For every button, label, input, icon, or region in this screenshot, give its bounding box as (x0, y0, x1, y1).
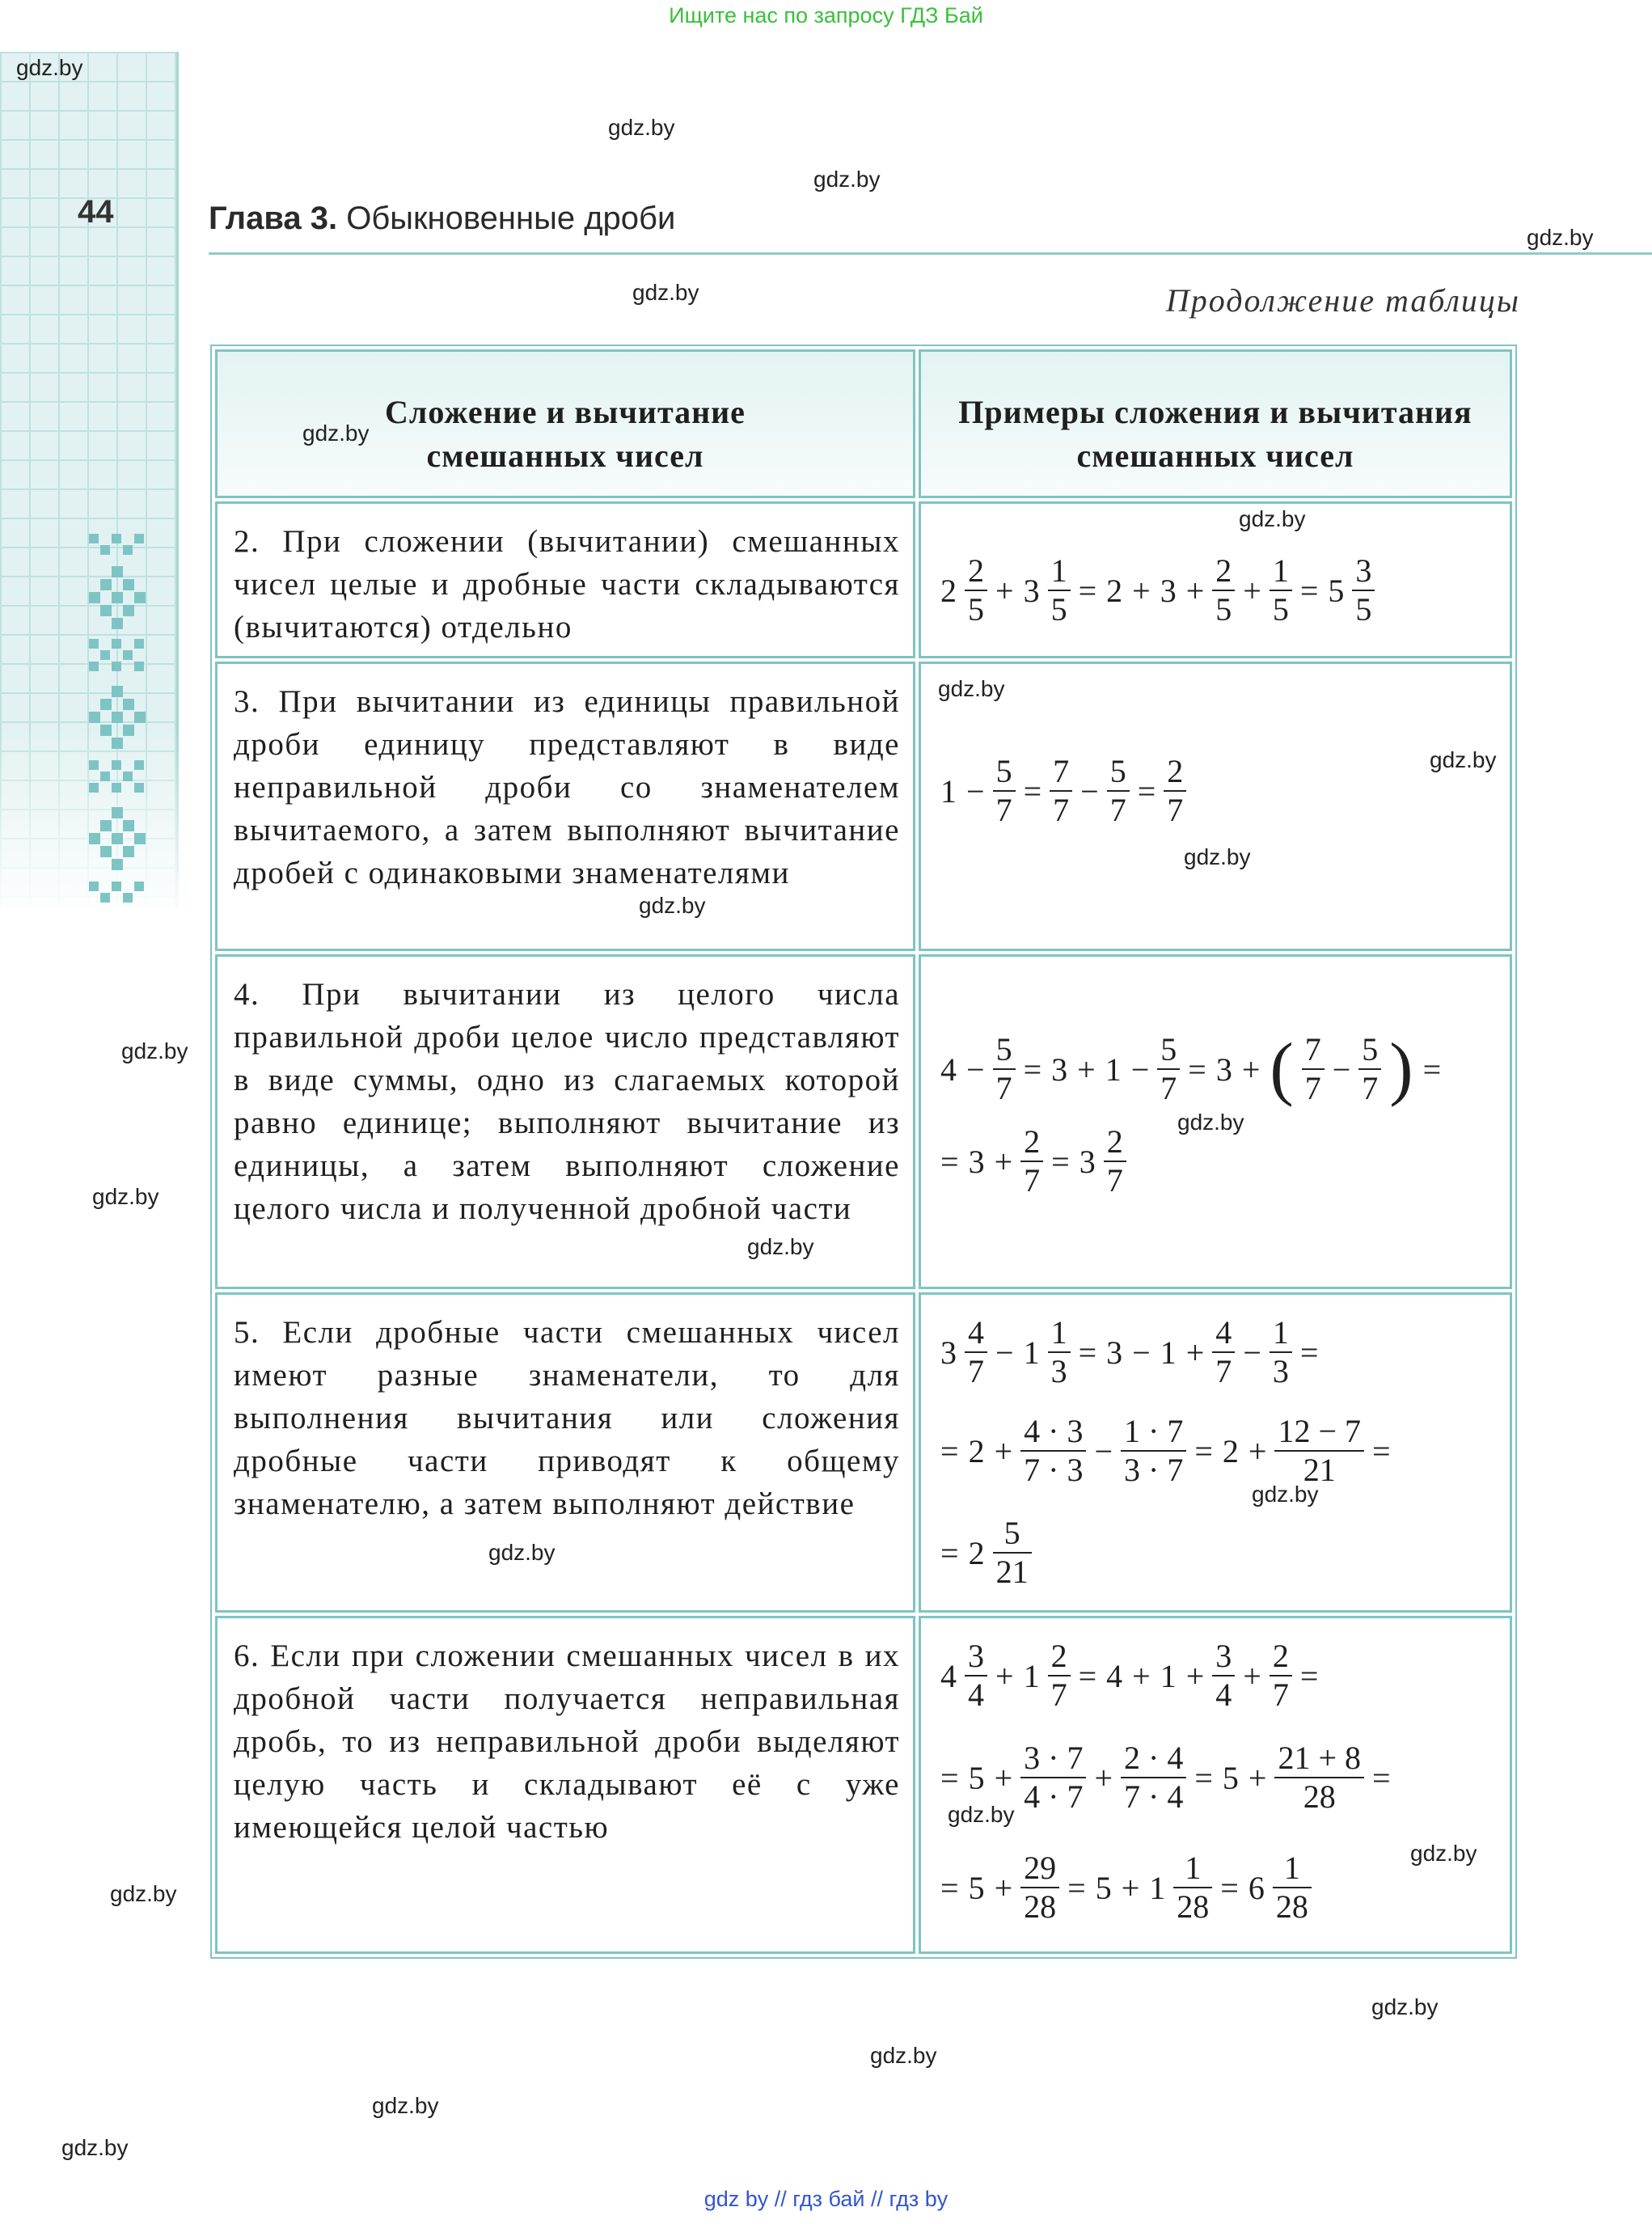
math-token: = (1051, 1143, 1070, 1180)
fraction-numerator: 2 (1215, 552, 1232, 589)
fraction-numerator: 5 (1003, 1515, 1020, 1551)
fraction-numerator: 7 (1304, 1031, 1321, 1068)
fraction-numerator: 2 (1024, 1123, 1041, 1160)
table-continuation-label: Продолжение таблицы (1165, 282, 1520, 319)
chapter-title: Обыкновенные дроби (346, 201, 676, 236)
fraction (965, 552, 987, 628)
watermark: gdz.by (1430, 747, 1497, 772)
fraction (1274, 1740, 1364, 1816)
fraction (1048, 1638, 1071, 1714)
math-token: 2 (1106, 572, 1123, 609)
math-token: 1 (1023, 1657, 1040, 1694)
example-formula-1 (940, 552, 1378, 628)
chapter-divider (209, 252, 1652, 255)
math-token: = (1194, 1759, 1213, 1796)
math-token: + (994, 1432, 1013, 1469)
watermark: gdz.by (1252, 1482, 1319, 1507)
math-token: − (1332, 1051, 1351, 1088)
watermark: gdz.by (16, 55, 83, 80)
fraction-numerator: 1 · 7 (1124, 1413, 1184, 1449)
math-token: 6 (1248, 1869, 1265, 1906)
fraction-numerator: 5 (995, 1031, 1012, 1068)
fraction-denominator: 7 (1272, 1676, 1289, 1713)
fraction (993, 753, 1016, 829)
watermark: gdz.by (1177, 1110, 1244, 1135)
fraction-numerator: 1 (1272, 1314, 1289, 1351)
math-token: 4 (940, 1051, 957, 1088)
fraction (1270, 1638, 1292, 1714)
math-token: 1 (1160, 1657, 1177, 1694)
math-token: 3 (968, 1143, 985, 1180)
math-token: 4 (940, 1657, 957, 1694)
chapter-heading (209, 201, 675, 237)
watermark: gdz.by (1371, 1994, 1439, 2019)
example-formula-5a (940, 1638, 1323, 1714)
fraction-numerator: 2 (1272, 1638, 1289, 1674)
watermark: gdz.by (1410, 1841, 1477, 1866)
math-token: + (1185, 572, 1205, 609)
top-note: Ищите нас по запросу ГДЗ Бай (669, 3, 983, 27)
fraction-numerator: 21 + 8 (1278, 1740, 1362, 1776)
math-token: = (1220, 1869, 1239, 1906)
table-header-examples (919, 349, 1512, 498)
example-formula-4a (940, 1314, 1323, 1390)
math-token: = (1067, 1869, 1086, 1906)
math-token: 3 (1023, 572, 1040, 609)
math-token: = (1372, 1759, 1391, 1796)
fraction (1121, 1740, 1186, 1816)
math-token: 1 (1160, 1334, 1177, 1371)
fraction (1358, 1031, 1381, 1107)
fraction-numerator: 5 (1109, 753, 1126, 789)
fraction (1273, 1850, 1312, 1926)
fraction (1270, 552, 1292, 628)
math-token: + (995, 572, 1014, 609)
fraction-numerator: 2 (1106, 1123, 1123, 1160)
math-parenthesis: ) (1389, 1030, 1413, 1108)
fraction-denominator: 28 (1275, 1888, 1308, 1925)
fraction-denominator: 3 (1050, 1353, 1067, 1389)
math-token: + (994, 1869, 1013, 1906)
fraction-denominator: 7 (995, 792, 1012, 828)
example-cell (919, 501, 1512, 658)
rule-text: 4. При вычитании из целого числа правильной дроби целое число представляют в виде суммы, одно из слагаемых которой равно единице; выполняют вычитание из единицы, а затем выполняют сложение целого числа и полученной дробной части (234, 977, 900, 1226)
fraction-numerator: 1 (1185, 1850, 1202, 1886)
fraction (1020, 1850, 1059, 1926)
fraction-denominator: 21 (1303, 1452, 1336, 1488)
fraction-denominator: 4 · 7 (1024, 1778, 1084, 1815)
fraction-denominator: 4 (968, 1676, 984, 1713)
math-token: + (1077, 1051, 1096, 1088)
example-cell (919, 1292, 1512, 1613)
watermark: gdz.by (1527, 225, 1594, 250)
watermark: gdz.by (870, 2043, 937, 2068)
header-rules-text: Сложение и вычитание смешанных чисел (385, 394, 746, 474)
fraction (1164, 753, 1186, 829)
fraction-denominator: 21 (995, 1554, 1029, 1590)
fraction-denominator: 7 (1050, 1676, 1067, 1713)
math-token: 1 (1105, 1051, 1122, 1088)
fraction (993, 1031, 1016, 1107)
fraction-denominator: 5 (1272, 591, 1289, 628)
fraction-numerator: 2 · 4 (1124, 1740, 1184, 1776)
fraction (965, 1638, 987, 1714)
fraction-denominator: 5 (1050, 591, 1067, 628)
fraction (1048, 552, 1071, 628)
rule-text: 3. При вычитании из единицы правильной дроби единицу представляют в виде неправильной дроби со знаменателем вычитаемого, а затем выполняют вычитание дробей с одинаковыми знаменателями (234, 684, 900, 890)
fraction (1173, 1850, 1212, 1926)
fraction-numerator: 7 (1053, 753, 1070, 789)
example-cell (919, 662, 1512, 951)
fraction-denominator: 7 · 3 (1024, 1452, 1084, 1488)
fraction (1352, 552, 1375, 628)
fraction (1020, 1740, 1086, 1816)
fraction-denominator: 7 (1106, 1162, 1123, 1199)
fraction (1121, 1413, 1186, 1489)
math-token: + (1185, 1657, 1205, 1694)
page-number: 44 (78, 194, 114, 230)
math-token: 5 (1222, 1759, 1239, 1796)
math-token: 1 (940, 772, 957, 810)
fraction-denominator: 28 (1303, 1778, 1336, 1815)
watermark: gdz.by (61, 2135, 129, 2160)
math-token: 3 (940, 1334, 957, 1371)
rule-text: 6. Если при сложении смешанных чисел в их дробной части получается неправильная дробь, то из неправильной дроби выделяют целую часть и складывают её с уже имеющейся целой частью (234, 1638, 900, 1845)
fraction (1020, 1123, 1043, 1199)
fraction (1104, 1123, 1126, 1199)
example-formula-4b (940, 1413, 1396, 1489)
fraction-denominator: 4 (1215, 1676, 1232, 1713)
fraction (1020, 1413, 1086, 1489)
header-examples-text: Примеры сложения и вычитания смешанных чисел (958, 394, 1472, 474)
fraction (1270, 1314, 1292, 1390)
fraction-numerator: 2 (1167, 753, 1184, 789)
fraction (1212, 552, 1235, 628)
math-token: + (1185, 1334, 1205, 1371)
fraction-numerator: 4 · 3 (1024, 1413, 1084, 1449)
example-formula-5c (940, 1850, 1315, 1926)
watermark: gdz.by (948, 1802, 1015, 1827)
watermark: gdz.by (747, 1234, 814, 1259)
fraction-numerator: 5 (1160, 1031, 1177, 1068)
table-row (215, 501, 915, 658)
fraction (1107, 753, 1130, 829)
math-token: = (1299, 1334, 1319, 1371)
math-token: 1 (1149, 1869, 1166, 1906)
math-token: 5 (968, 1869, 985, 1906)
math-token: = (940, 1143, 959, 1180)
watermark: gdz.by (1184, 844, 1251, 869)
fraction-denominator: 5 (968, 591, 984, 628)
fraction-denominator: 7 (1304, 1070, 1321, 1106)
rule-text: 2. При сложении (вычитании) смешанных чисел целые и дробные части складываются (вычитаются) отдельно (234, 524, 900, 645)
watermark: gdz.by (488, 1540, 556, 1565)
example-formula-3b (940, 1123, 1130, 1199)
watermark: gdz.by (1239, 506, 1306, 531)
math-token: = (1422, 1051, 1442, 1088)
math-token: − (1243, 1334, 1261, 1371)
math-token: 2 (968, 1432, 985, 1469)
math-token: + (1132, 1657, 1151, 1694)
watermark: gdz.by (938, 676, 1005, 701)
math-token: − (1132, 1334, 1151, 1371)
math-token: − (966, 1051, 985, 1088)
fraction-numerator: 3 (968, 1638, 984, 1674)
fraction (1274, 1413, 1364, 1489)
math-token: = (1299, 572, 1319, 609)
watermark: gdz.by (608, 115, 675, 140)
fraction-denominator: 7 (1160, 1070, 1177, 1106)
math-token: 5 (1328, 572, 1345, 609)
fraction-denominator: 7 (968, 1353, 984, 1389)
math-token: + (1121, 1869, 1140, 1906)
fraction-denominator: 5 (1215, 591, 1232, 628)
math-token: − (1130, 1051, 1150, 1088)
table-row (215, 1292, 915, 1613)
math-token: 3 (1160, 572, 1177, 609)
math-token: + (1132, 572, 1151, 609)
fraction-denominator: 7 · 4 (1124, 1778, 1184, 1815)
math-token: − (1080, 772, 1099, 810)
watermark: gdz.by (302, 421, 370, 446)
math-token: 5 (968, 1759, 985, 1796)
fraction (1157, 1031, 1180, 1107)
ornament-icon (89, 534, 146, 906)
fraction-numerator: 4 (1215, 1314, 1232, 1351)
fraction-numerator: 1 (1050, 552, 1067, 589)
math-token: + (1243, 572, 1261, 609)
fraction (1212, 1314, 1235, 1390)
fraction-numerator: 5 (995, 753, 1012, 789)
fraction-numerator: 3 (1215, 1638, 1232, 1674)
math-token: + (994, 1143, 1013, 1180)
math-token: + (995, 1657, 1014, 1694)
fraction-denominator: 7 (1362, 1070, 1379, 1106)
math-token: + (1094, 1759, 1113, 1796)
fraction-denominator: 7 (1215, 1353, 1232, 1389)
fraction (1050, 753, 1072, 829)
math-token: = (1137, 772, 1156, 810)
example-cell (919, 1616, 1512, 1954)
math-token: 1 (1023, 1334, 1040, 1371)
fraction (1302, 1031, 1325, 1107)
fraction (965, 1314, 987, 1390)
math-token: 3 (1079, 1143, 1096, 1180)
fraction-denominator: 7 (1109, 792, 1126, 828)
watermark: gdz.by (639, 893, 706, 918)
math-token: − (966, 772, 985, 810)
fraction-denominator: 7 (1167, 792, 1184, 828)
math-token: = (1299, 1657, 1319, 1694)
chapter-label: Глава 3. (209, 201, 338, 236)
watermark: gdz.by (632, 280, 699, 305)
math-token: = (1078, 1334, 1097, 1371)
fraction-numerator: 1 (1272, 552, 1289, 589)
fraction-numerator: 5 (1362, 1031, 1379, 1068)
example-formula-3a (940, 1031, 1446, 1107)
math-token: + (1241, 1051, 1261, 1088)
math-token: = (1188, 1051, 1206, 1088)
math-token: 5 (1095, 1869, 1112, 1906)
math-token: = (940, 1534, 959, 1571)
math-token: = (1078, 572, 1097, 609)
watermark: gdz.by (110, 1881, 177, 1906)
footer-links[interactable]: gdz by // гдз бай // гдз by (703, 2187, 949, 2211)
fraction-denominator: 7 (1053, 792, 1070, 828)
fraction-denominator: 7 (1024, 1162, 1041, 1199)
math-token: = (940, 1759, 959, 1796)
math-token: 2 (1222, 1432, 1239, 1469)
watermark: gdz.by (813, 167, 881, 192)
fraction-denominator: 3 · 7 (1124, 1452, 1184, 1488)
fraction-numerator: 4 (968, 1314, 984, 1351)
example-formula-2 (940, 753, 1189, 829)
math-token: = (1194, 1432, 1213, 1469)
table-row (215, 662, 915, 951)
fraction (1212, 1638, 1235, 1714)
math-token: = (1372, 1432, 1391, 1469)
fraction-denominator: 7 (995, 1070, 1012, 1106)
math-token: + (994, 1759, 1013, 1796)
table-row (215, 1616, 915, 1954)
math-token: 3 (1106, 1334, 1123, 1371)
watermark: gdz.by (92, 1184, 159, 1209)
fraction-denominator: 3 (1272, 1353, 1289, 1389)
fraction-denominator: 28 (1024, 1888, 1057, 1925)
watermark: gdz.by (121, 1038, 188, 1063)
math-token: = (1023, 1051, 1042, 1088)
math-token: = (1023, 772, 1042, 810)
math-token: 4 (1106, 1657, 1123, 1694)
math-token: + (1248, 1759, 1267, 1796)
math-token: − (1094, 1432, 1113, 1469)
math-token: 2 (968, 1534, 985, 1571)
fraction-numerator: 12 − 7 (1278, 1413, 1362, 1449)
math-token: 3 (1215, 1051, 1232, 1088)
fraction-denominator: 5 (1355, 591, 1372, 628)
fraction (993, 1515, 1032, 1591)
math-token: − (995, 1334, 1014, 1371)
math-token: = (940, 1869, 959, 1906)
fraction-numerator: 2 (1050, 1638, 1067, 1674)
math-token: 3 (1051, 1051, 1068, 1088)
math-token: + (1248, 1432, 1267, 1469)
fraction-numerator: 1 (1050, 1314, 1067, 1351)
math-parenthesis: ( (1270, 1030, 1294, 1108)
rule-text: 5. Если дробные части смешанных чисел имеют разные знаменатели, то для выполнения вычитания или сложения дробные части приводят к общему знаменателю, а затем выполняют действие (234, 1315, 900, 1521)
fraction-numerator: 3 (1355, 552, 1372, 589)
fraction-numerator: 2 (968, 552, 984, 589)
math-token: 2 (940, 572, 957, 609)
fraction-numerator: 29 (1024, 1850, 1057, 1886)
math-token: + (1243, 1657, 1261, 1694)
math-token: = (940, 1432, 959, 1469)
fraction-numerator: 3 · 7 (1024, 1740, 1084, 1776)
math-token: = (1078, 1657, 1097, 1694)
fraction-denominator: 28 (1177, 1888, 1210, 1925)
example-formula-4c (940, 1515, 1035, 1591)
fraction (1048, 1314, 1071, 1390)
fraction-numerator: 1 (1283, 1850, 1300, 1886)
watermark: gdz.by (372, 2093, 439, 2118)
